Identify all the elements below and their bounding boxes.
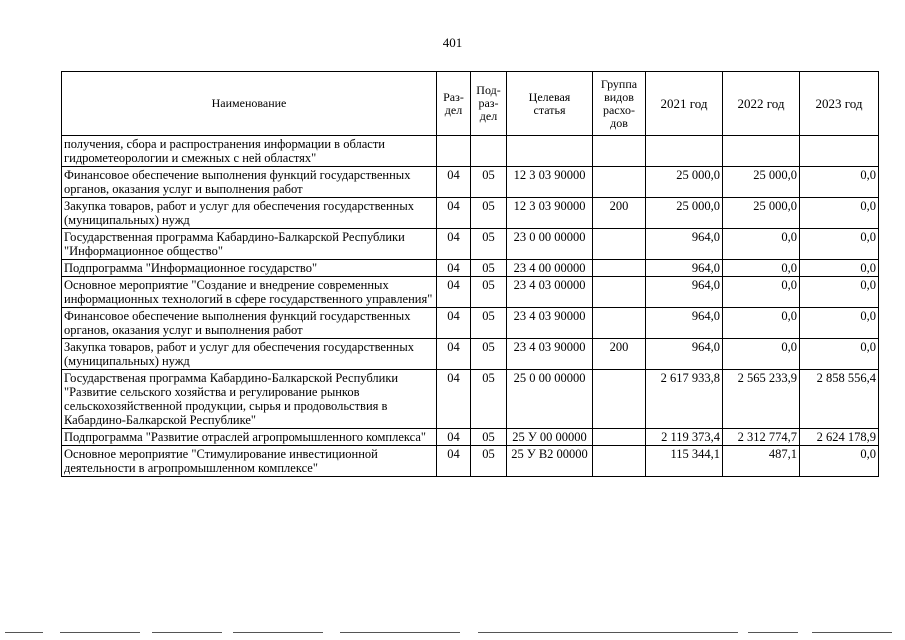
cell-2021 <box>646 136 723 167</box>
cell-name: Основное мероприятие "Стимулирование инвестиционной деятельности в агропромышленном комплексе" <box>62 446 437 477</box>
cell-2023: 2 624 178,9 <box>800 429 879 446</box>
cell-2023: 0,0 <box>800 229 879 260</box>
cell-subsection <box>471 136 507 167</box>
table-row <box>62 136 879 167</box>
table-row <box>62 308 879 339</box>
cell-name: Основное мероприятие "Создание и внедрение современных информационных технологий в сфере государственного управления" <box>62 277 437 308</box>
cell-name: Государственая программа Кабардино-Балкарской Республики "Развитие сельского хозяйства и регулирование рынков сельскохозяйственной продукции, сырья и продовольствия в Кабардино-Балкарской Республике" <box>62 370 437 429</box>
cell-expense-group <box>593 446 646 477</box>
cell-name: Подпрограмма "Развитие отраслей агропромышленного комплекса" <box>62 429 437 446</box>
cell-2021: 964,0 <box>646 277 723 308</box>
cell-expense-group <box>593 277 646 308</box>
cell-2023: 0,0 <box>800 339 879 370</box>
header-name: Наименование <box>62 72 437 136</box>
cell-target-article: 12 3 03 90000 <box>507 198 593 229</box>
table-row <box>62 198 879 229</box>
header-2022: 2022 год <box>723 72 800 136</box>
table-row <box>62 167 879 198</box>
header-section: Раз- дел <box>437 72 471 136</box>
table-row <box>62 429 879 446</box>
cell-section <box>437 136 471 167</box>
table-body <box>62 136 879 477</box>
cell-2022: 2 565 233,9 <box>723 370 800 429</box>
footer-rule <box>0 632 905 634</box>
cell-name: получения, сбора и распространения информации в области гидрометеорологии и смежных с ней областях" <box>62 136 437 167</box>
cell-2021: 2 119 373,4 <box>646 429 723 446</box>
cell-expense-group <box>593 370 646 429</box>
cell-expense-group <box>593 429 646 446</box>
cell-name: Финансовое обеспечение выполнения функций государственных органов, оказания услуг и выполнения работ <box>62 308 437 339</box>
cell-target-article <box>507 136 593 167</box>
cell-subsection: 05 <box>471 370 507 429</box>
cell-section: 04 <box>437 308 471 339</box>
cell-target-article: 25 0 00 00000 <box>507 370 593 429</box>
table-row <box>62 229 879 260</box>
cell-2022: 25 000,0 <box>723 198 800 229</box>
cell-target-article: 12 3 03 90000 <box>507 167 593 198</box>
cell-name: Подпрограмма "Информационное государство" <box>62 260 437 277</box>
cell-2021: 964,0 <box>646 260 723 277</box>
cell-2022: 25 000,0 <box>723 167 800 198</box>
cell-expense-group: 200 <box>593 198 646 229</box>
cell-target-article: 23 4 00 00000 <box>507 260 593 277</box>
header-target-article: Целевая статья <box>507 72 593 136</box>
cell-subsection: 05 <box>471 308 507 339</box>
cell-2022: 0,0 <box>723 277 800 308</box>
cell-subsection: 05 <box>471 429 507 446</box>
cell-target-article: 23 0 00 00000 <box>507 229 593 260</box>
cell-subsection: 05 <box>471 277 507 308</box>
cell-2022 <box>723 136 800 167</box>
cell-2022: 0,0 <box>723 308 800 339</box>
cell-2021: 964,0 <box>646 308 723 339</box>
cell-expense-group <box>593 167 646 198</box>
cell-subsection: 05 <box>471 167 507 198</box>
cell-section: 04 <box>437 446 471 477</box>
table-row <box>62 370 879 429</box>
cell-name: Закупка товаров, работ и услуг для обеспечения государственных (муниципальных) нужд <box>62 339 437 370</box>
cell-name: Государственная программа Кабардино-Балкарской Республики "Информационное общество" <box>62 229 437 260</box>
header-subsection: Под- раз- дел <box>471 72 507 136</box>
cell-2022: 0,0 <box>723 260 800 277</box>
cell-2023: 0,0 <box>800 167 879 198</box>
table-row <box>62 339 879 370</box>
cell-target-article: 23 4 03 90000 <box>507 308 593 339</box>
cell-2022: 0,0 <box>723 339 800 370</box>
cell-2023: 0,0 <box>800 260 879 277</box>
cell-section: 04 <box>437 198 471 229</box>
cell-subsection: 05 <box>471 339 507 370</box>
cell-expense-group <box>593 229 646 260</box>
cell-2021: 964,0 <box>646 229 723 260</box>
cell-2023: 0,0 <box>800 277 879 308</box>
header-2021: 2021 год <box>646 72 723 136</box>
table-row <box>62 446 879 477</box>
header-expense-group: Группа видов расхо- дов <box>593 72 646 136</box>
cell-name: Закупка товаров, работ и услуг для обеспечения государственных (муниципальных) нужд <box>62 198 437 229</box>
cell-section: 04 <box>437 229 471 260</box>
cell-2021: 25 000,0 <box>646 198 723 229</box>
cell-target-article: 25 У В2 00000 <box>507 446 593 477</box>
cell-section: 04 <box>437 167 471 198</box>
cell-expense-group <box>593 260 646 277</box>
cell-name: Финансовое обеспечение выполнения функций государственных органов, оказания услуг и выполнения работ <box>62 167 437 198</box>
header-2023: 2023 год <box>800 72 879 136</box>
cell-2023 <box>800 136 879 167</box>
cell-section: 04 <box>437 339 471 370</box>
cell-2021: 964,0 <box>646 339 723 370</box>
cell-expense-group: 200 <box>593 339 646 370</box>
cell-target-article: 23 4 03 90000 <box>507 339 593 370</box>
cell-2021: 25 000,0 <box>646 167 723 198</box>
cell-section: 04 <box>437 429 471 446</box>
table-row <box>62 260 879 277</box>
table-row <box>62 277 879 308</box>
cell-subsection: 05 <box>471 446 507 477</box>
cell-subsection: 05 <box>471 260 507 277</box>
table-header-row <box>62 72 879 136</box>
cell-2023: 0,0 <box>800 308 879 339</box>
cell-2023: 0,0 <box>800 198 879 229</box>
page-number: 401 <box>442 35 463 50</box>
cell-section: 04 <box>437 260 471 277</box>
cell-expense-group <box>593 308 646 339</box>
cell-2022: 2 312 774,7 <box>723 429 800 446</box>
cell-section: 04 <box>437 277 471 308</box>
cell-section: 04 <box>437 370 471 429</box>
cell-target-article: 25 У 00 00000 <box>507 429 593 446</box>
cell-2021: 115 344,1 <box>646 446 723 477</box>
cell-target-article: 23 4 03 00000 <box>507 277 593 308</box>
cell-2021: 2 617 933,8 <box>646 370 723 429</box>
budget-table <box>61 71 879 477</box>
cell-2023: 0,0 <box>800 446 879 477</box>
cell-subsection: 05 <box>471 229 507 260</box>
cell-2022: 487,1 <box>723 446 800 477</box>
cell-subsection: 05 <box>471 198 507 229</box>
cell-2023: 2 858 556,4 <box>800 370 879 429</box>
cell-2022: 0,0 <box>723 229 800 260</box>
cell-expense-group <box>593 136 646 167</box>
